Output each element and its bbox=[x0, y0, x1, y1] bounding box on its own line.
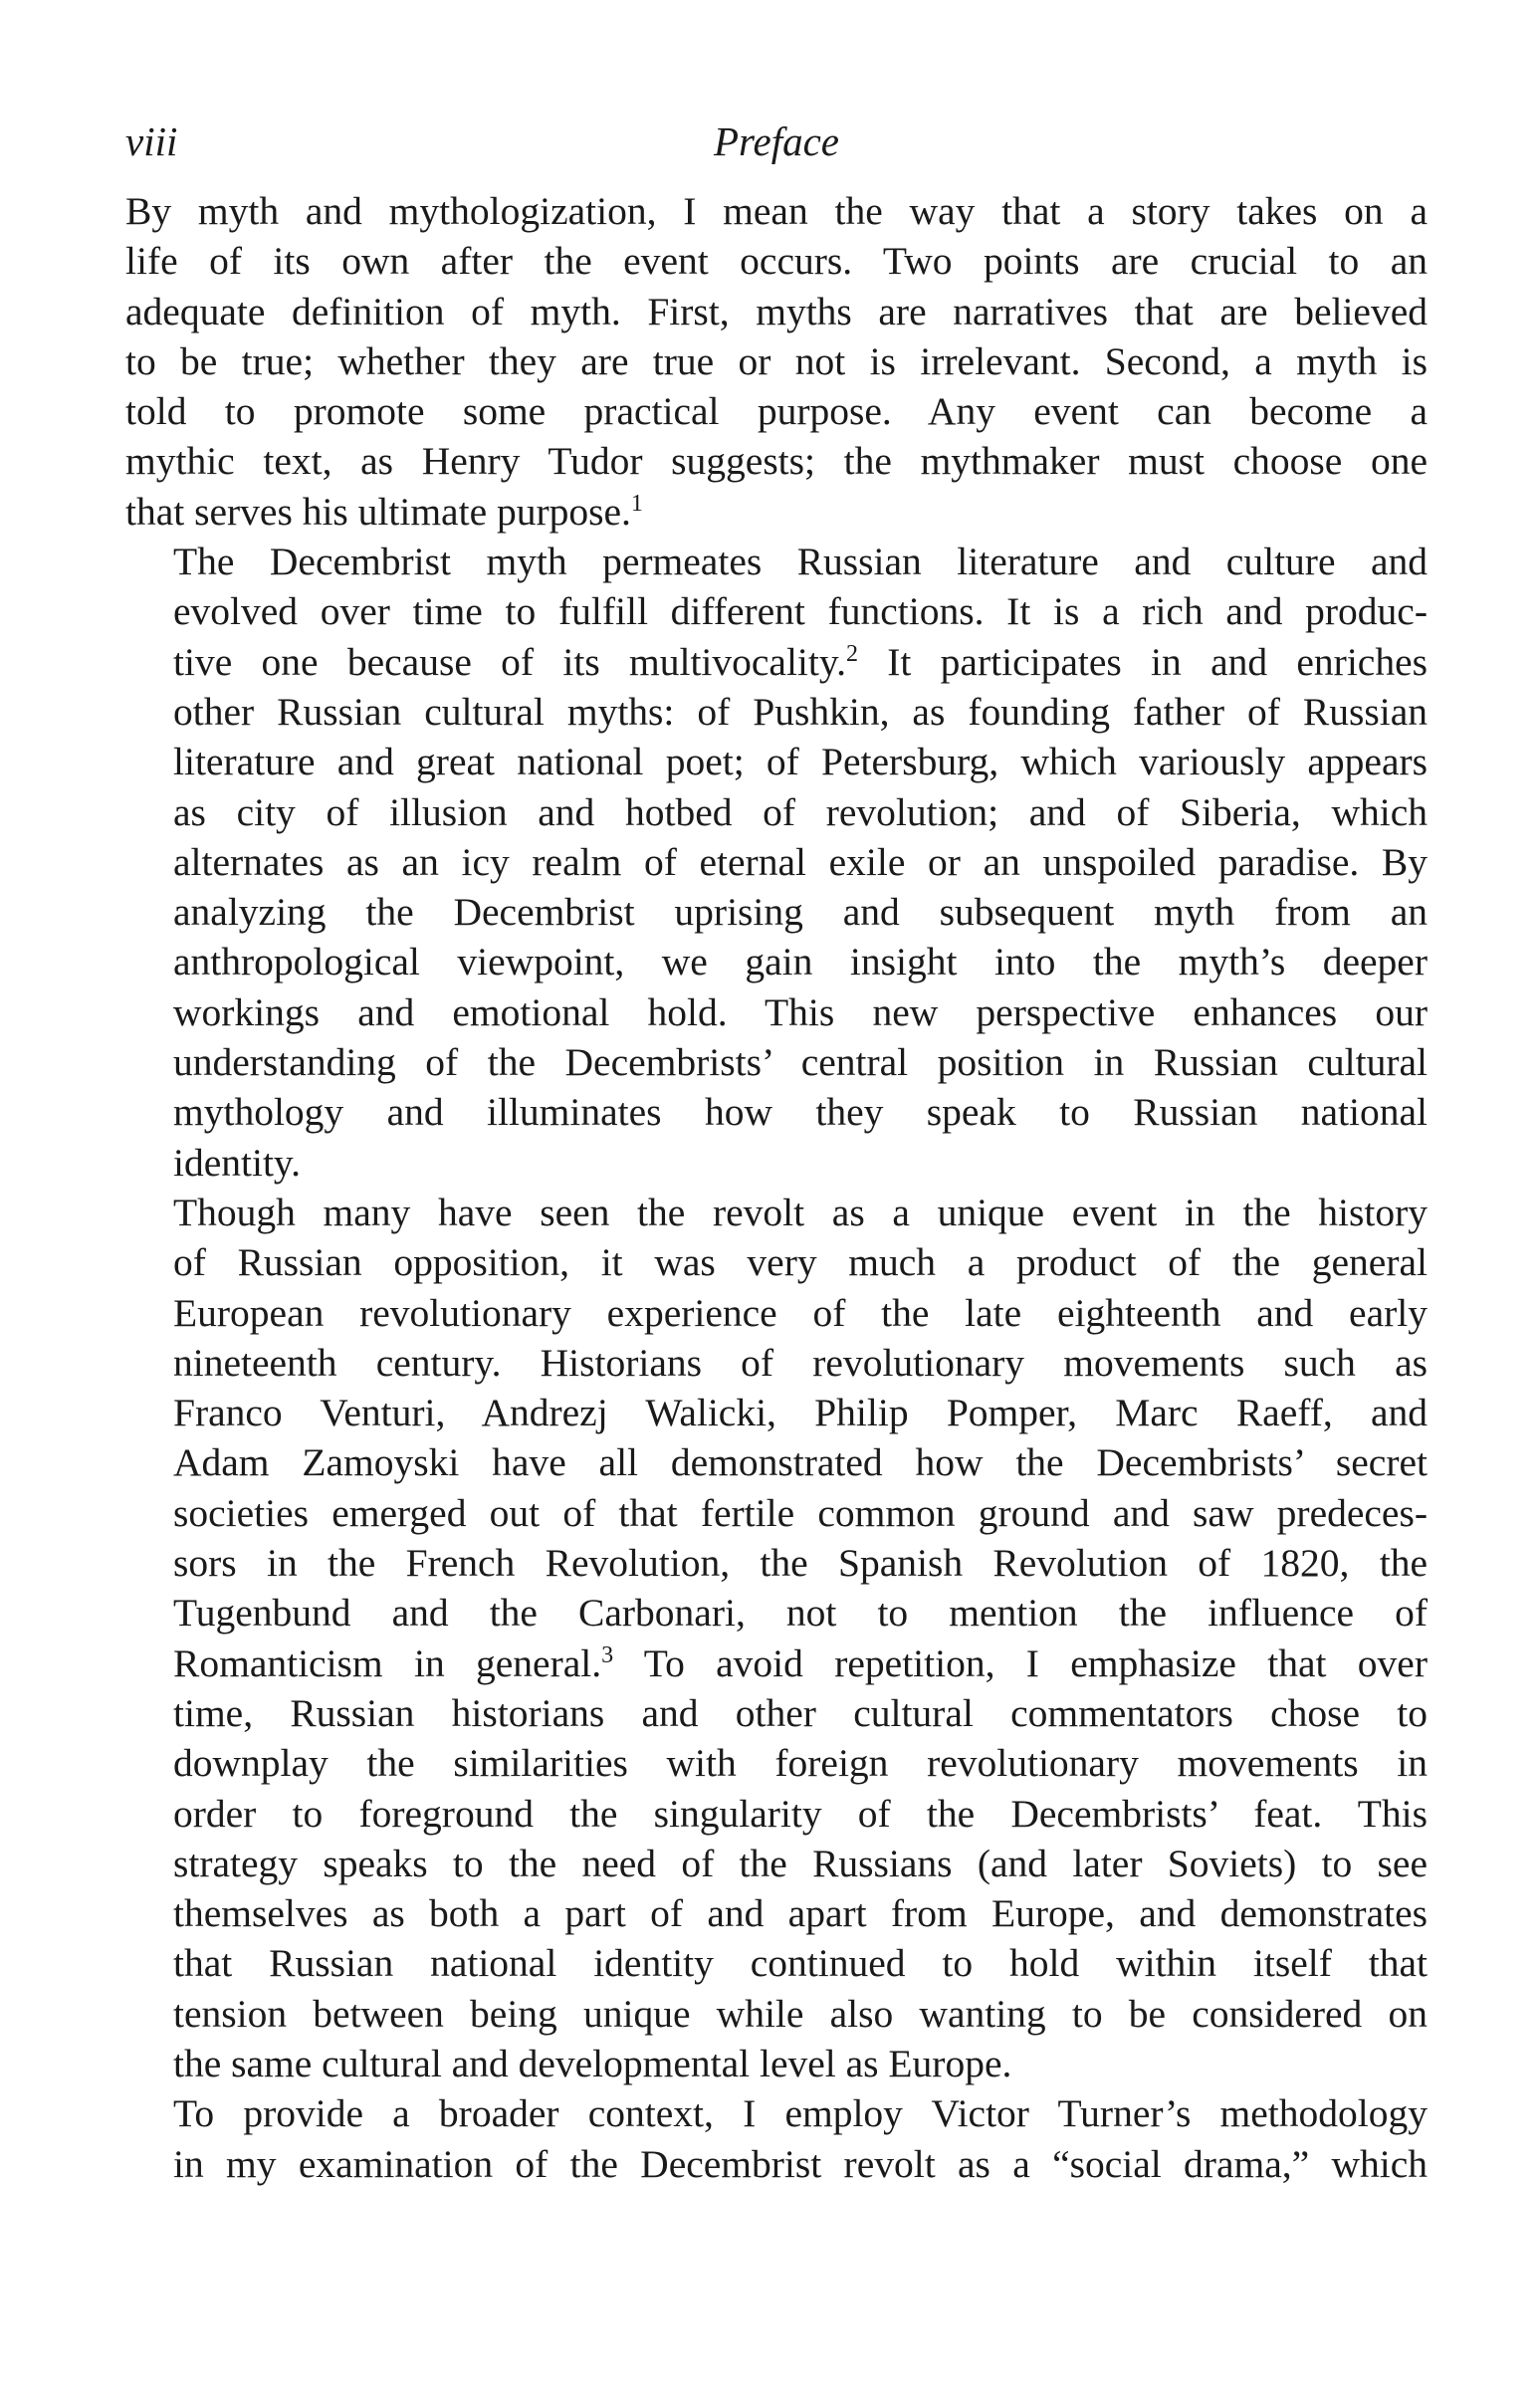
text-line: Franco Venturi, Andrezj Walicki, Philip Pomper, Marc Raeff, and bbox=[173, 1391, 1428, 1435]
paragraph-4 bbox=[125, 2088, 1428, 2189]
text-line: The Decembrist myth permeates Russian literature and culture and bbox=[173, 540, 1428, 584]
text-line: nineteenth century. Historians of revolutionary movements such as bbox=[173, 1340, 1428, 1385]
text-line: adequate definition of myth. First, myths are narratives that are believed bbox=[125, 289, 1428, 333]
text-segment: tive one because of its multivocality. bbox=[173, 639, 846, 684]
footnote-ref-2: 2 bbox=[845, 640, 858, 667]
text-line: literature and great national poet; of Petersburg, which variously appears bbox=[173, 740, 1428, 784]
text-line: anthropological viewpoint, we gain insight into the myth’s deeper bbox=[173, 940, 1428, 984]
text-line: in my examination of the Decembrist revolt as a “social drama,” which bbox=[173, 2141, 1428, 2186]
text-line: other Russian cultural myths: of Pushkin, as founding father of Russian bbox=[173, 689, 1428, 734]
text-line: of Russian opposition, it was very much a product of the general bbox=[173, 1240, 1428, 1285]
text-line: alternates as an icy realm of eternal exile or an unspoiled paradise. By bbox=[173, 839, 1428, 884]
text-line bbox=[125, 487, 1428, 537]
paragraph-1 bbox=[125, 186, 1428, 537]
text-line: order to foreground the singularity of the Decembrists’ feat. This bbox=[173, 1791, 1428, 1836]
text-line: workings and emotional hold. This new perspective enhances our bbox=[173, 989, 1428, 1034]
text-line: downplay the similarities with foreign revolutionary movements in bbox=[173, 1741, 1428, 1786]
text-line: To provide a broader context, I employ Victor Turner’s methodology bbox=[173, 2091, 1428, 2136]
text-line: sors in the French Revolution, the Spanish Revolution of 1820, the bbox=[173, 1541, 1428, 1586]
text-line: European revolutionary experience of the late eighteenth and early bbox=[173, 1290, 1428, 1335]
text-line: evolved over time to fulfill different functions. It is a rich and produc- bbox=[173, 589, 1428, 634]
page-number: viii bbox=[125, 118, 178, 164]
body-text bbox=[125, 186, 1428, 2189]
text-line: told to promote some practical purpose. Any event can become a bbox=[125, 389, 1428, 434]
text-segment: Romanticism in general. bbox=[173, 1640, 602, 1685]
text-line: as city of illusion and hotbed of revolution; and of Siberia, which bbox=[173, 789, 1428, 834]
text-line: strategy speaks to the need of the Russians (and later Soviets) to see bbox=[173, 1841, 1428, 1885]
text-line bbox=[125, 1638, 1428, 1688]
footnote-ref-1: 1 bbox=[630, 490, 643, 517]
running-title: Preface bbox=[714, 118, 839, 164]
text-line: understanding of the Decembrists’ central position in Russian cultural bbox=[173, 1040, 1428, 1085]
text-line: time, Russian historians and other cultural commentators chose to bbox=[173, 1690, 1428, 1735]
text-line: themselves as both a part of and apart from Europe, and demonstrates bbox=[173, 1891, 1428, 1936]
text-line: life of its own after the event occurs. Two points are crucial to an bbox=[125, 239, 1428, 284]
text-line bbox=[125, 637, 1428, 687]
text-line: mythology and illuminates how they speak to Russian national bbox=[173, 1090, 1428, 1135]
paragraph-2 bbox=[125, 537, 1428, 1188]
text-line: the same cultural and developmental level as Europe. bbox=[173, 2041, 1012, 2085]
text-segment: To avoid repetition, I emphasize that over bbox=[613, 1640, 1428, 1685]
text-line: societies emerged out of that fertile common ground and saw predeces- bbox=[173, 1490, 1428, 1535]
text-line: that Russian national identity continued to hold within itself that bbox=[173, 1941, 1428, 1986]
text-line: identity. bbox=[173, 1140, 301, 1185]
text-line: tension between being unique while also wanting to be considered on bbox=[173, 1991, 1428, 2036]
text-line: By myth and mythologization, I mean the way that a story takes on a bbox=[125, 189, 1428, 233]
text-line: to be true; whether they are true or not is irrelevant. Second, a myth is bbox=[125, 338, 1428, 383]
paragraph-3 bbox=[125, 1188, 1428, 2088]
text-line: Though many have seen the revolt as a unique event in the history bbox=[173, 1190, 1428, 1234]
text-segment: It participates in and enriches bbox=[857, 639, 1428, 684]
text-line: Adam Zamoyski have all demonstrated how the Decembrists’ secret bbox=[173, 1440, 1428, 1485]
footnote-ref-3: 3 bbox=[601, 1641, 614, 1668]
text-line: analyzing the Decembrist uprising and subsequent myth from an bbox=[173, 890, 1428, 935]
running-head bbox=[125, 111, 1428, 171]
text-line: Tugenbund and the Carbonari, not to mention the influence of bbox=[173, 1591, 1428, 1635]
text-line: mythic text, as Henry Tudor suggests; the mythmaker must choose one bbox=[125, 439, 1428, 484]
text-segment: that serves his ultimate purpose. bbox=[125, 489, 631, 534]
